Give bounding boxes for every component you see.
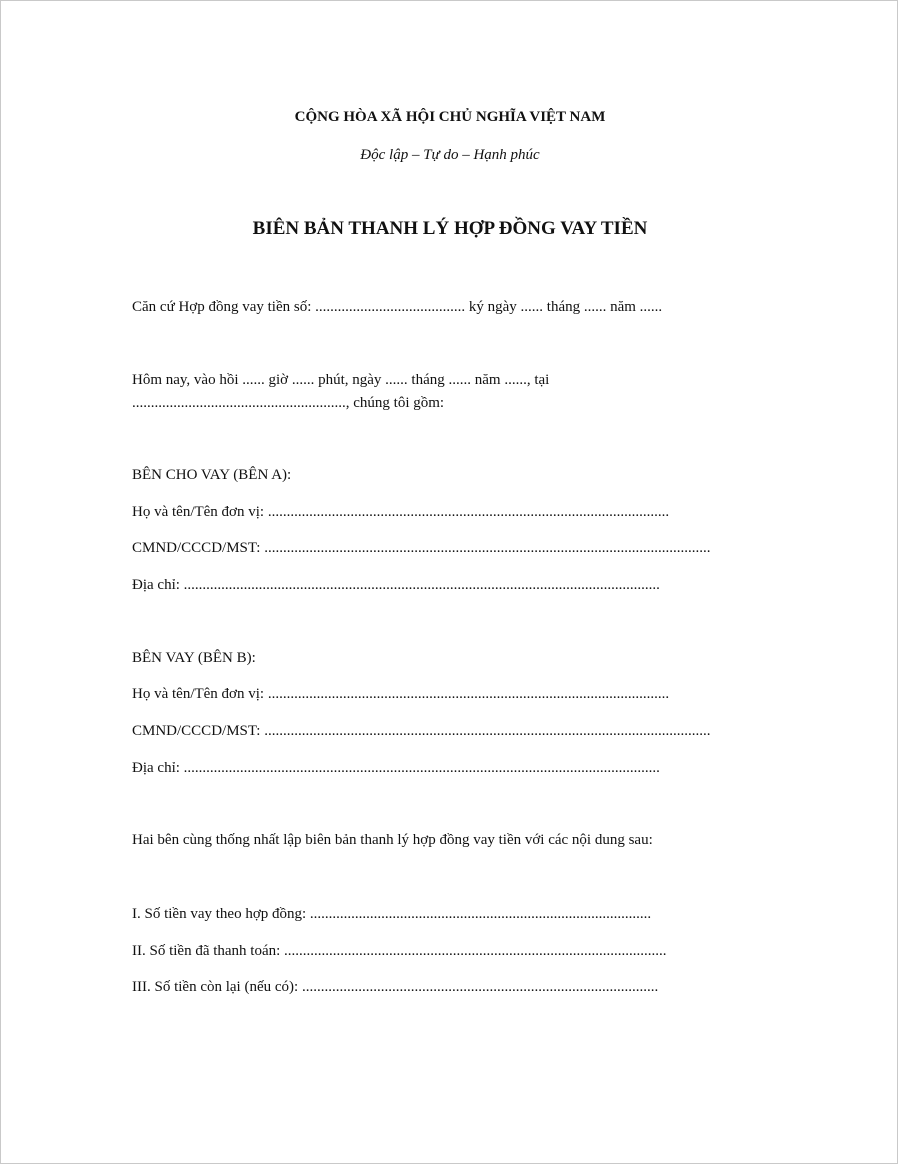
party-a-id-field: CMND/CCCD/MST: ....................................................................................................................... [132, 540, 711, 556]
item-paid-amount: II. Số tiền đã thanh toán: ...................................................................................................... [132, 943, 667, 959]
agreement-statement: Hai bên cùng thống nhất lập biên bản thanh lý hợp đồng vay tiền với các nội dung sau: [132, 832, 653, 848]
party-a-heading: BÊN CHO VAY (BÊN A): [132, 467, 292, 483]
contract-basis-line: Căn cứ Hợp đồng vay tiền số: ........................................ ký ngày ...... tháng ...... năm ...... [132, 299, 663, 315]
party-b-id-field: CMND/CCCD/MST: ....................................................................................................................... [132, 723, 711, 739]
party-b-heading: BÊN VAY (BÊN B): [132, 650, 256, 666]
item-loan-amount: I. Số tiền vay theo hợp đồng: ........................................................................................... [132, 906, 652, 922]
party-b-name-field: Họ và tên/Tên đơn vị: ........................................................................................................... [132, 686, 670, 702]
party-a-address-field: Địa chỉ: ............................................................................................................................... [132, 577, 660, 593]
national-title: CỘNG HÒA XÃ HỘI CHỦ NGHĨA VIỆT NAM [294, 109, 606, 125]
party-b-address-field: Địa chỉ: ............................................................................................................................... [132, 760, 660, 776]
document-title: BIÊN BẢN THANH LÝ HỢP ĐỒNG VAY TIỀN [252, 218, 648, 239]
national-motto: Độc lập – Tự do – Hạnh phúc [360, 147, 540, 163]
meeting-place-line: ........................................................., chúng tôi gồm: [132, 395, 445, 411]
party-a-name-field: Họ và tên/Tên đơn vị: ........................................................................................................... [132, 504, 670, 520]
meeting-time-line: Hôm nay, vào hồi ...... giờ ...... phút, ngày ...... tháng ...... năm ......, tại [132, 372, 550, 388]
item-remaining-amount: III. Số tiền còn lại (nếu có): ............................................................................................... [132, 979, 659, 995]
